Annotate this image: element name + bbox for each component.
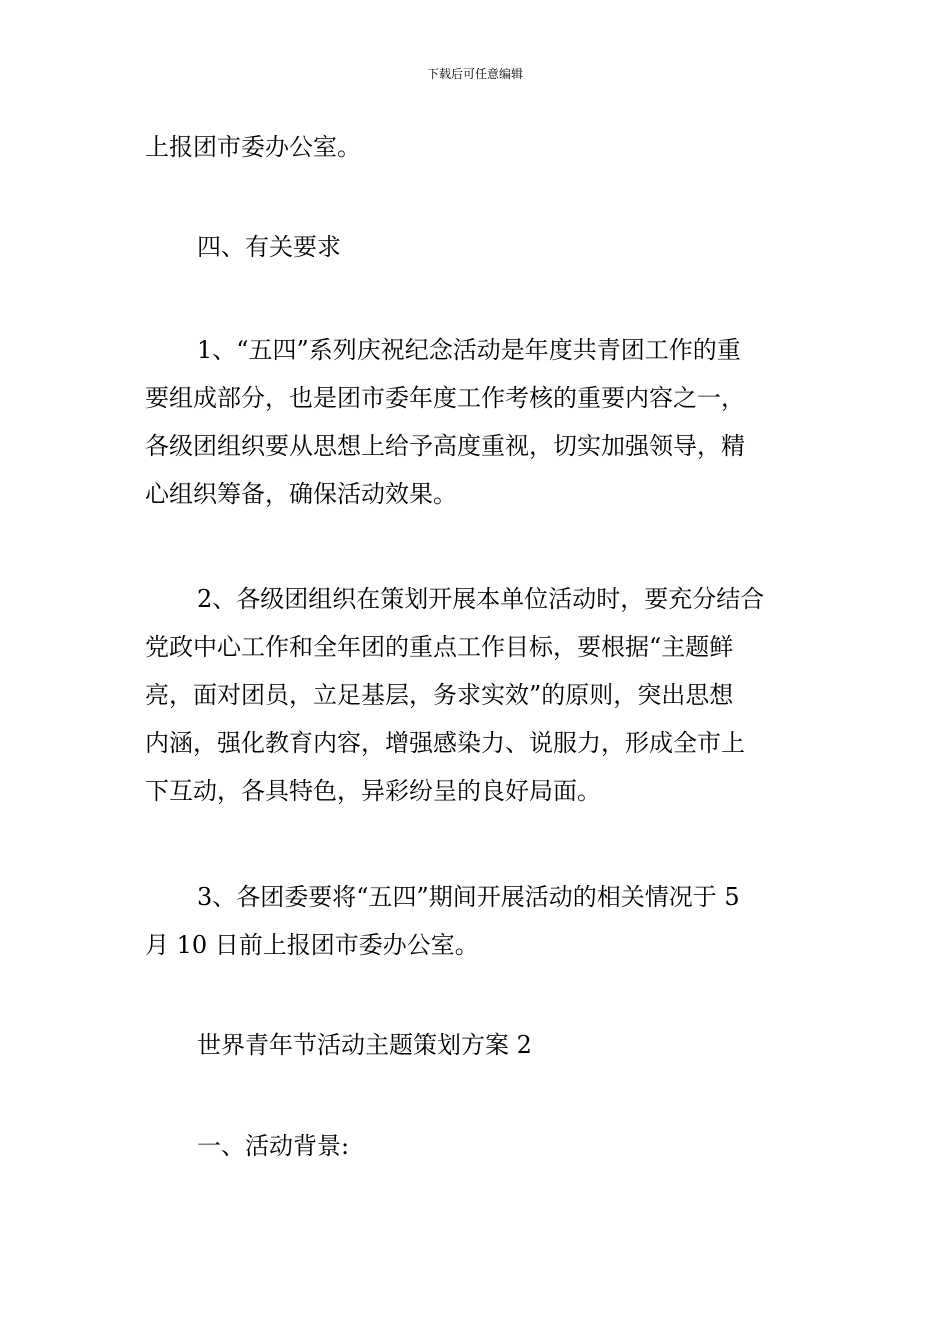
section-heading-background: [145, 1122, 810, 1170]
text-line: 上报团市委办公室。: [145, 133, 361, 161]
text-line: 下互动，各具特色，异彩纷呈的良好局面。: [145, 777, 601, 805]
page-header-note: 下载后可任意编辑: [426, 67, 523, 81]
text-line: 各级团组织要从思想上给予高度重视，切实加强领导，精: [145, 432, 745, 460]
heading-line: 四、有关要求: [197, 233, 341, 261]
text-line: 党政中心工作和全年团的重点工作目标，要根据“主题鲜: [145, 633, 734, 661]
text-line: 心组织筹备，确保活动效果。: [145, 480, 457, 508]
heading-line: 一、活动背景:: [197, 1132, 350, 1160]
text-line: 1、“五四”系列庆祝纪念活动是年度共青团工作的重: [197, 336, 741, 364]
text-line: 月 10 日前上报团市委办公室。: [145, 931, 479, 959]
paragraph-continuation: [145, 123, 810, 171]
paragraph-item-1: [145, 326, 810, 518]
document-title-2: [145, 1021, 810, 1069]
heading-line: 世界青年节活动主题策划方案 2: [197, 1031, 532, 1059]
text-line: 3、各团委要将“五四”期间开展活动的相关情况于 5: [197, 883, 740, 911]
text-line: 要组成部分，也是团市委年度工作考核的重要内容之一，: [145, 384, 745, 412]
text-line: 亮，面对团员，立足基层，务求实效”的原则，突出思想: [145, 681, 734, 709]
text-line: 内涵，强化教育内容，增强感染力、说服力，形成全市上: [145, 729, 745, 757]
text-line: 2、各级团组织在策划开展本单位活动时，要充分结合: [197, 585, 765, 613]
paragraph-item-2: [145, 575, 810, 815]
section-heading-requirements: [145, 223, 810, 271]
paragraph-item-3: [145, 873, 810, 969]
